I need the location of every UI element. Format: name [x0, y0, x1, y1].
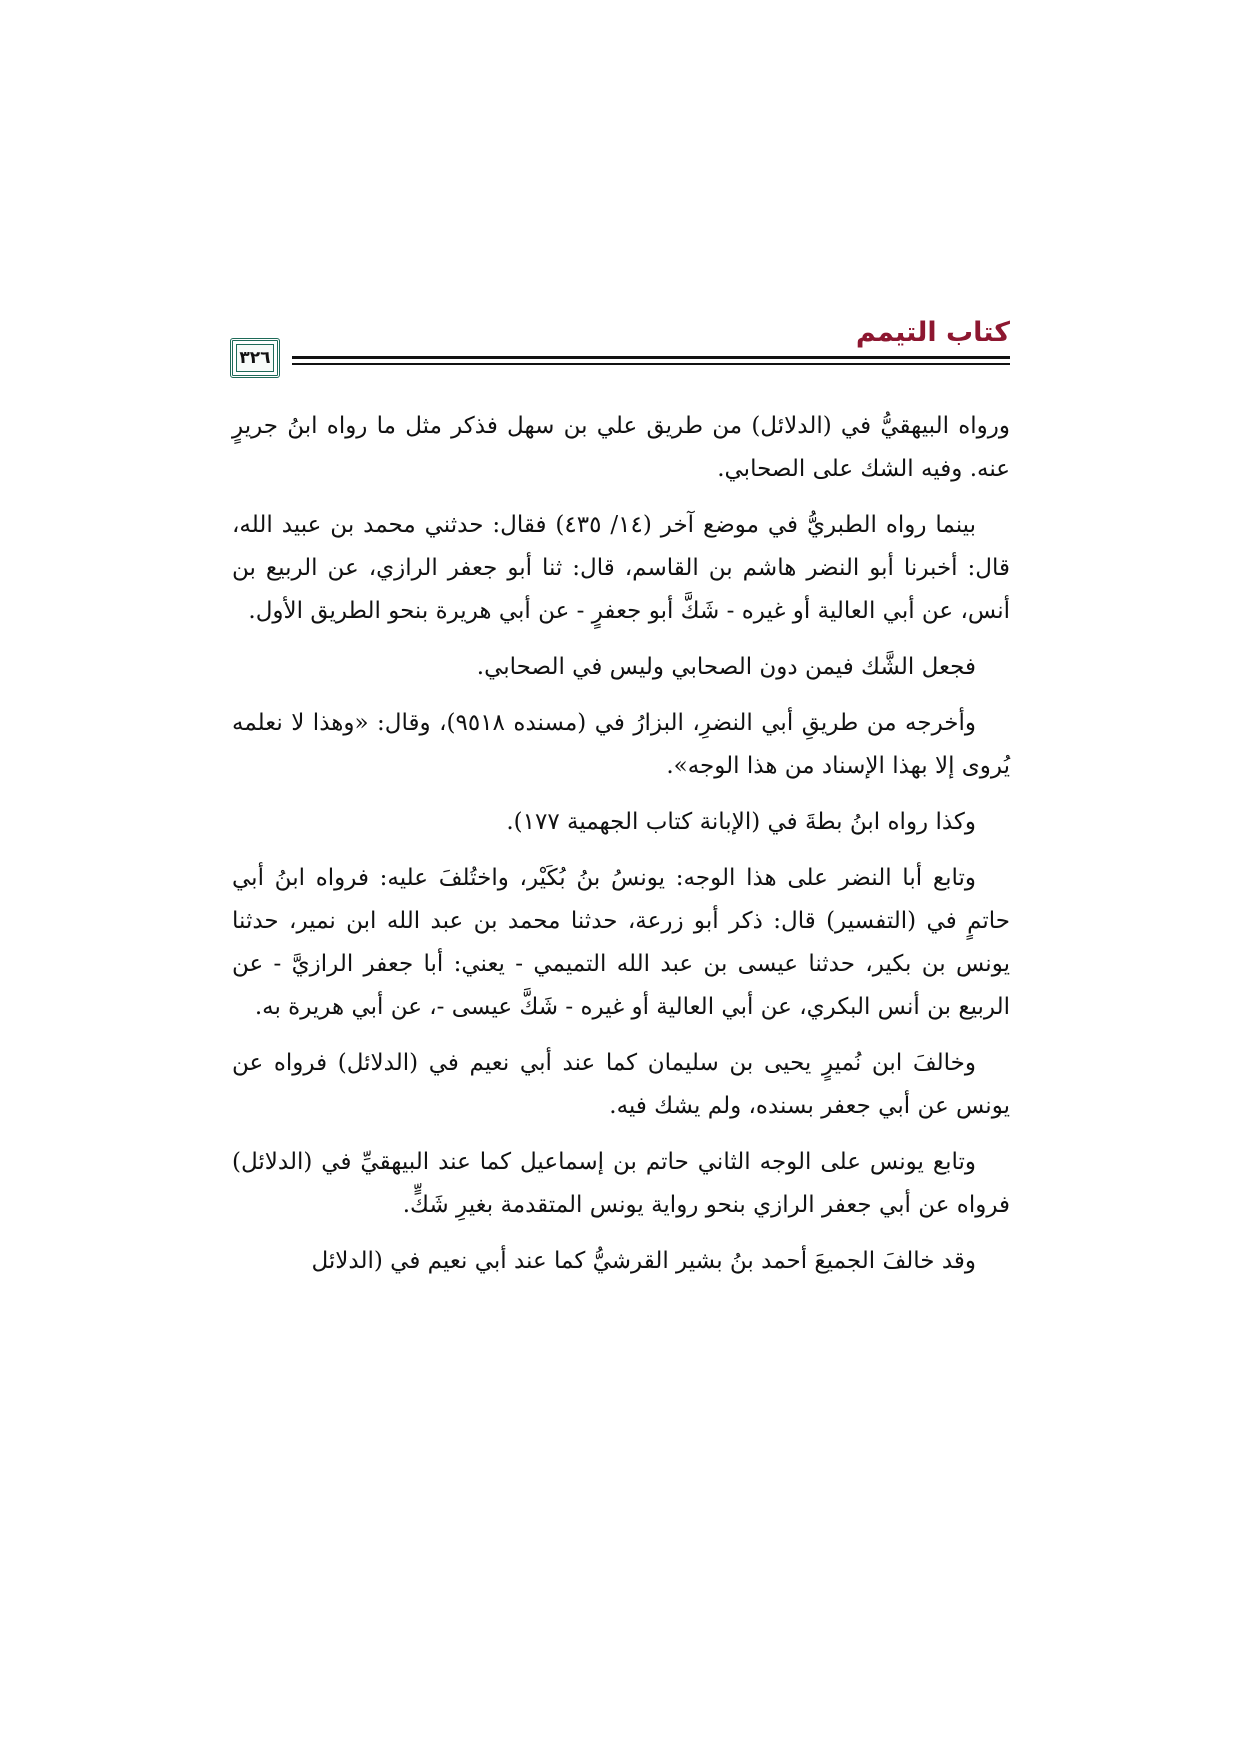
page-header [230, 318, 1010, 380]
page-body [232, 405, 1010, 1296]
page-number: ٣٢٦ [236, 344, 274, 372]
header-rule-bottom [292, 363, 1010, 365]
paragraph: وقد خالفَ الجميعَ أحمد بنُ بشير القرشيُّ كما عند أبي نعيم في (الدلائل [311, 1248, 976, 1274]
paragraph: وتابع أبا النضر على هذا الوجه: يونسُ بنُ بُكَيْر، واختُلفَ عليه: فرواه ابنُ أبي حاتمٍ في (التفسير) قال: ذكر أبو زرعة، حدثنا محمد بن عبد الله ابن نمير، حدثنا يونس بن بكير، حدثنا عيسى بن عبد الله التميمي - يعني: أبا جعفر الرازيَّ - عن الربيع بن أنس البكري، عن أبي العالية أو غيره - شَكَّ عيسى -، عن أبي هريرة به. [232, 865, 1010, 1020]
paragraph: ورواه البيهقيُّ في (الدلائل) من طريق علي بن سهل فذكر مثل ما رواه ابنُ جريرٍ عنه. وفيه الشك على الصحابي. [232, 413, 1010, 482]
paragraph: وخالفَ ابن نُميرٍ يحيى بن سليمان كما عند أبي نعيم في (الدلائل) فرواه عن يونس عن أبي جعفر بسنده، ولم يشك فيه. [232, 1050, 1010, 1119]
paragraph: فجعل الشَّك فيمن دون الصحابي وليس في الصحابي. [476, 654, 976, 680]
page-number-badge [230, 338, 280, 378]
paragraph: وكذا رواه ابنُ بطةَ في (الإبانة كتاب الجهمية ١٧٧). [506, 809, 976, 835]
book-title: كتاب التيمم [855, 317, 1010, 348]
paragraph: بينما رواه الطبريُّ في موضع آخر (١٤/ ٤٣٥) فقال: حدثني محمد بن عبيد الله، قال: أخبرنا أبو النضر هاشم بن القاسم، قال: ثنا أبو جعفر الرازي، عن الربيع بن أنس، عن أبي العالية أو غيره - شَكَّ أبو جعفرٍ - عن أبي هريرة بنحو الطريق الأول. [232, 512, 1010, 624]
paragraph: وتابع يونس على الوجه الثاني حاتم بن إسماعيل كما عند البيهقيِّ في (الدلائل) فرواه عن أبي جعفر الرازي بنحو رواية يونس المتقدمة بغيرِ شَكٍّ. [232, 1149, 1010, 1218]
paragraph: وأخرجه من طريقِ أبي النضرِ، البزارُ في (مسنده ٩٥١٨)، وقال: «وهذا لا نعلمه يُروى إلا بهذا الإسناد من هذا الوجه». [232, 710, 1010, 779]
header-rule-top [292, 356, 1010, 359]
